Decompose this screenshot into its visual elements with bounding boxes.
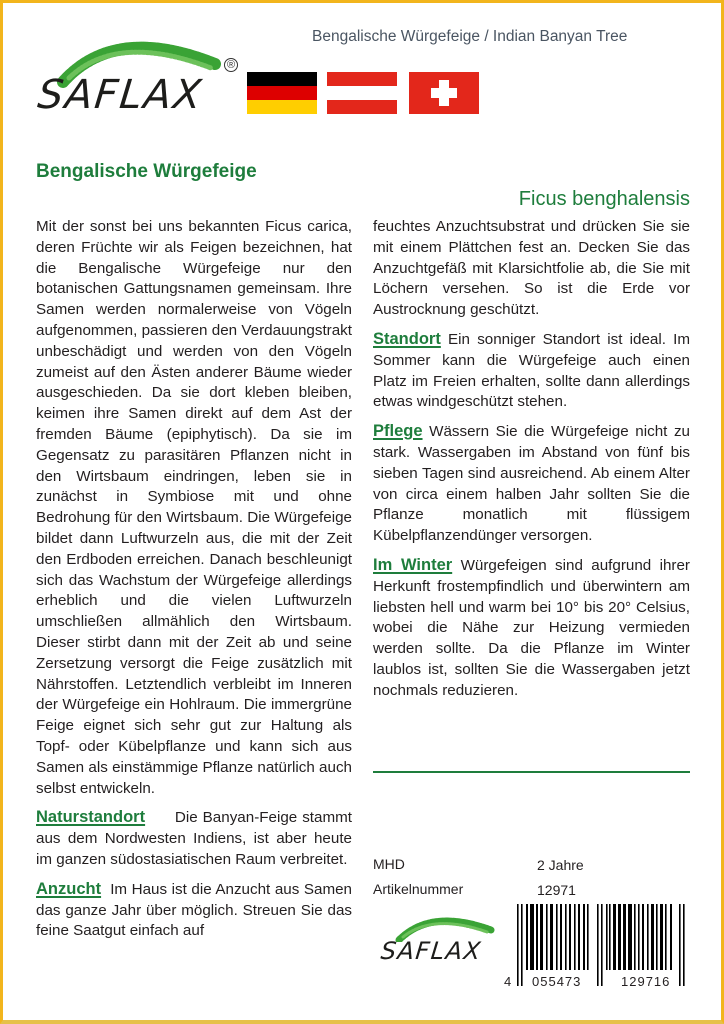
pflege-heading: Pflege [373,422,423,441]
section-anzucht [36,879,352,942]
section-winter [373,555,690,702]
product-line-title: Bengalische Würgefeige / Indian Banyan Tree [312,28,628,45]
section-pflege [373,421,690,547]
mhd-value: 2 Jahre [537,857,584,873]
switzerland-flag [409,72,479,114]
section-standort [373,329,690,413]
article-number-label: Artikelnummer [373,881,464,897]
mhd-label: MHD [373,856,405,872]
left-column [36,217,352,950]
brand-name-small: SAFLAX [379,937,484,965]
intro-text: Mit der sonst bei uns bekannten Ficus carica, deren Früchte wir als Feigen bezeichnen, hat die Bengalische Würgefeige nur den botanischen Gattungsnamen gemeinsam. Ihre Samen werden normalerweise von Vögeln aufgenommen, passieren den Verdauungstrakt unbeschädigt und werden von den Vögeln zumeist auf den Ästen anderer Bäume wieder ausgeschieden. Da sie dort kleben bleiben, keimen ihre Samen direkt auf dem Ast der fremden Bäume (epiphytisch). Da sie im Gegensatz zu parasitären Pflanzen nicht in den Wirtsbaum eindringen, leben sie in zunächst in Symbiose mit und ohne Bedrohung für den Wirtsbaum. Die Würgefeige bildet dann Luftwurzeln aus, die mit der Zeit den Erdboden erreichen. Danach beschleunigt sich das Wachstum der Würgefeige allerdings erheblich und die vielen Luftwurzeln umschließen allmählich den Wirtsbaum. Dieser stirbt dann mit der Zeit ab und seine Zersetzung versorgt die Feige zusätzlich mit Nährstoffen. Letztendlich verbleibt im Inneren der Würgefeige ein Hohlraum. Die immergrüne Feige eignet sich sehr gut zur Haltung als Topf- oder Kübelpflanze und kann sich aus Samen als einstämmige Pflanze natürlich auch selbst entwickeln. [36,218,352,797]
standort-text: Ein sonniger Standort ist ideal. Im Sommer kann die Würgefeige auch einen Platz im Freien erhalten, sollte dann allerdings etwas windgeschützt stehen. [373,330,690,411]
standort-heading: Standort [373,329,441,348]
section-divider [373,771,690,773]
section-naturstandort [36,807,352,870]
naturstandort-text: Die Banyan-Feige stammt aus dem Nordwesten Indiens, ist aber heute im ganzen südostasiatischen Raum verbreitet. [36,809,352,868]
germany-flag [247,72,317,114]
common-name-heading: Bengalische Würgefeige [36,161,257,182]
barcode-first-digit: 4 [504,974,512,989]
article-number-value: 12971 [537,882,576,898]
austria-flag [327,72,397,114]
right-column [373,217,690,710]
winter-heading: Im Winter [373,555,453,574]
brand-name: SAFLAX [35,72,206,118]
anzucht-heading: Anzucht [36,879,102,898]
pflege-text: Wässern Sie die Würgefeige nicht zu stark. Wassergaben im Abstand von fünf bis sieben Tagen sind ausreichend. Ab einem Alter von circa einem halben Jahr sollten Sie die Pflanze monatlich mit flüssigem Kübelpflanzendünger versorgen. [373,423,690,545]
barcode-left-group: 055473 [532,974,582,989]
anzucht-continued: feuchtes Anzuchtsubstrat und drücken Sie sie mit einem Plättchen fest an. Decken Sie das Anzuchtgefäß mit Klarsichtfolie ab, die Sie mit Löchern versehen. So ist die Erde vor Austrocknung geschützt. [373,218,690,319]
winter-text: Würgefeigen sind aufgrund ihrer Herkunft frostempfindlich und überwintern am liebsten hell und warm bei 10° bis 20° Celsius, wobei die Nähe zur Heizung vermieden werden sollte. Da die Pflanze im Winter laublos ist, sollten Sie die Wassergaben jetzt nochmals reduzieren. [373,556,690,699]
registered-mark: ® [224,58,238,72]
anzucht-text: Im Haus ist die Anzucht aus Samen das ganze Jahr über möglich. Streuen Sie das feine Saatgut einfach auf [36,880,352,940]
naturstandort-heading: Naturstandort [36,808,146,827]
latin-name: Ficus benghalensis [518,188,690,210]
barcode-right-group: 129716 [621,974,671,989]
